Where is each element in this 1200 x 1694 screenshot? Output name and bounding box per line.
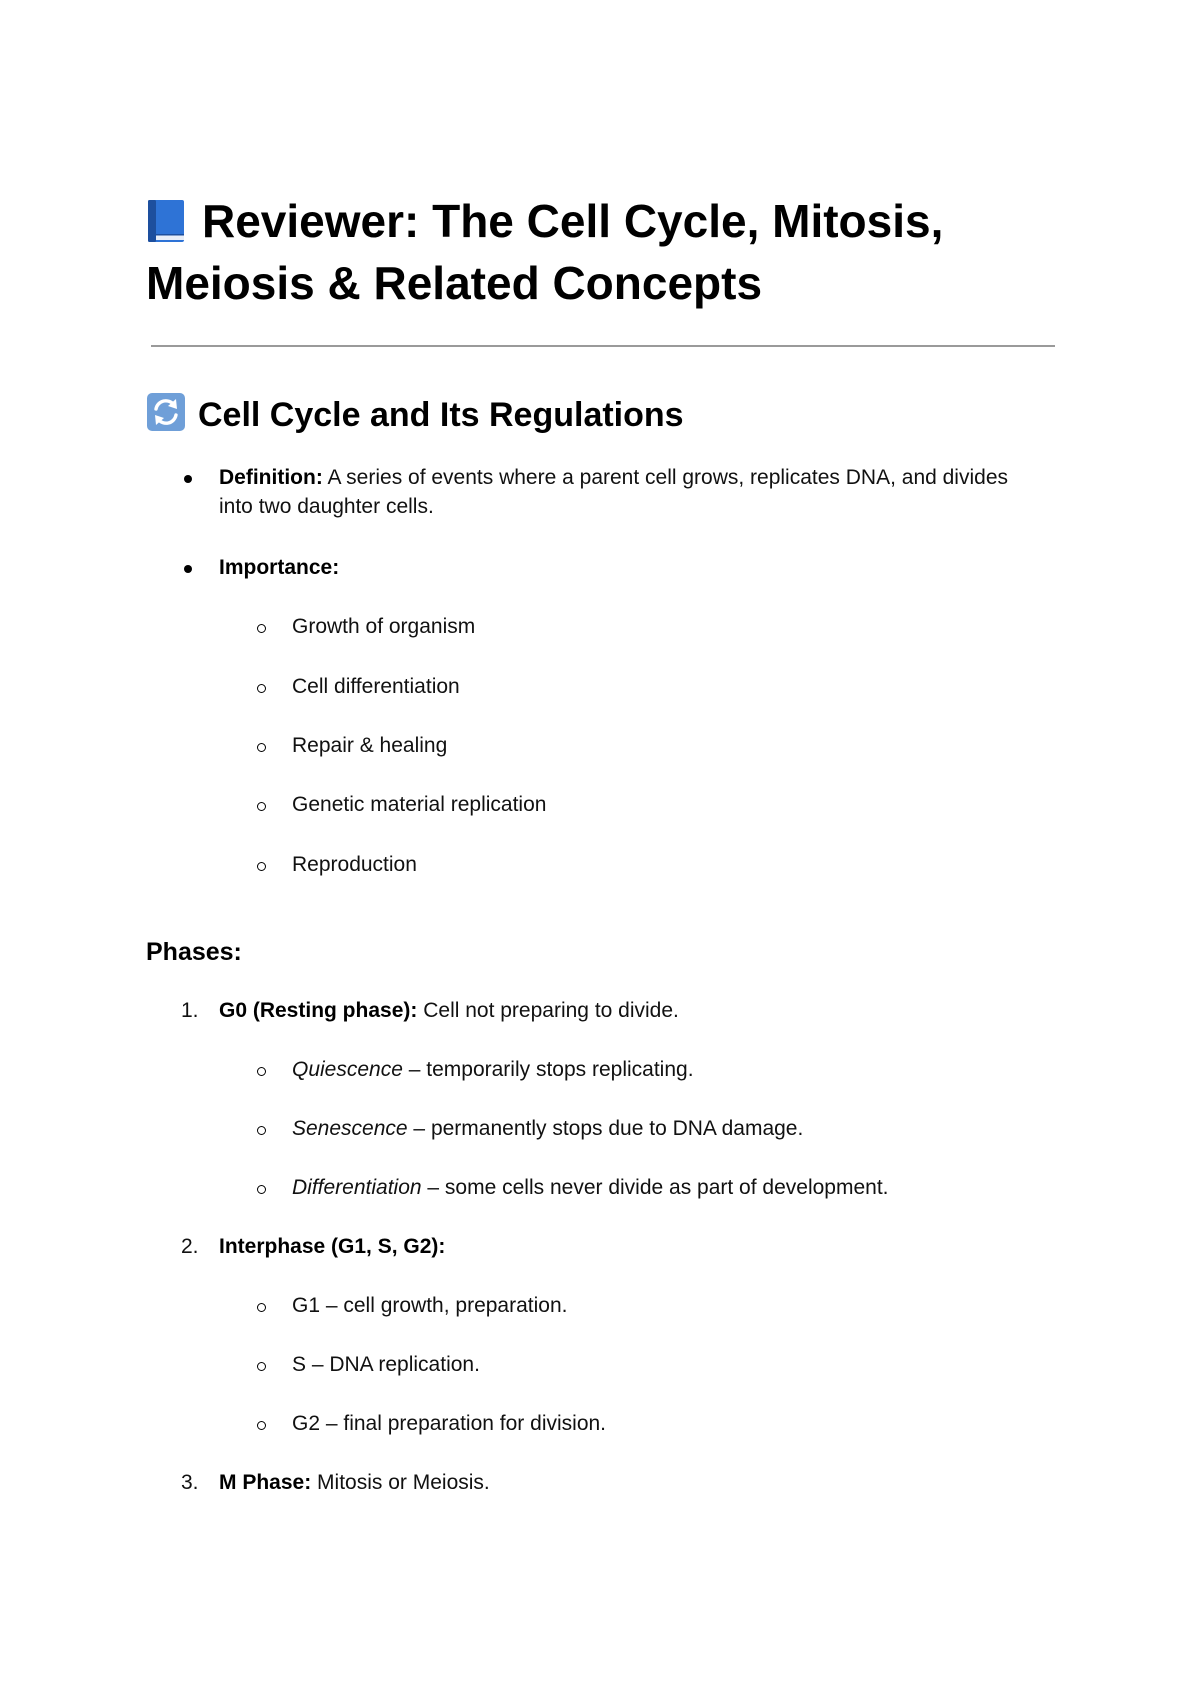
phase-item (219, 1468, 490, 1498)
term-description: – permanently stops due to DNA damage. (407, 1117, 804, 1140)
bullet-circle (257, 743, 266, 752)
phase-text: Cell not preparing to divide. (423, 999, 679, 1022)
list-item: G2 – final preparation for division. (292, 1412, 607, 1435)
bullet-circle (257, 862, 266, 871)
list-item: G1 – cell growth, preparation. (292, 1294, 568, 1317)
bullet-circle (257, 1362, 266, 1371)
title-text-line-2: Meiosis & Related Concepts (146, 257, 763, 309)
term: Senescence (292, 1117, 408, 1140)
bullet-circle (257, 624, 266, 633)
term: Differentiation (292, 1176, 422, 1199)
definition-item (219, 463, 1008, 493)
counterclockwise-arrows-icon (146, 392, 186, 432)
bullet-circle (257, 1067, 266, 1076)
phase-text: Mitosis or Meiosis. (317, 1471, 490, 1494)
importance-label: Importance: (219, 556, 340, 579)
phases-heading: Phases: (146, 938, 242, 966)
bullet-circle (257, 1421, 266, 1430)
list-item: Growth of organism (292, 615, 476, 638)
phase-item (219, 1232, 445, 1262)
list-item: Repair & healing (292, 734, 448, 757)
bullet-circle (257, 1303, 266, 1312)
list-item (292, 1114, 803, 1144)
term: Quiescence (292, 1058, 403, 1081)
bullet-disc (184, 475, 192, 483)
bullet-circle (257, 802, 266, 811)
list-number: 2. (181, 1235, 199, 1258)
list-item (292, 1055, 694, 1085)
term-description: – temporarily stops replicating. (402, 1058, 694, 1081)
definition-label: Definition: (219, 466, 323, 489)
list-item (292, 1173, 889, 1203)
phase-label: G0 (Resting phase): (219, 999, 418, 1022)
phase-label: Interphase (G1, S, G2): (219, 1235, 446, 1258)
importance-item (219, 553, 339, 583)
title-text-line-1: Reviewer: The Cell Cycle, Mitosis, (202, 195, 944, 247)
list-item: Cell differentiation (292, 675, 460, 698)
bullet-circle (257, 684, 266, 693)
list-number: 1. (181, 999, 199, 1022)
definition-text-line-1: A series of events where a parent cell grows, replicates DNA, and divides (327, 466, 1009, 489)
term-description: – some cells never divide as part of development. (421, 1176, 889, 1199)
list-item: Reproduction (292, 853, 417, 876)
list-item: S – DNA replication. (292, 1353, 480, 1376)
title-line-1 (146, 190, 1086, 252)
bullet-disc (184, 565, 192, 573)
section-heading (146, 392, 684, 437)
section-title: Cell Cycle and Its Regulations (198, 396, 684, 434)
phase-item (219, 996, 679, 1026)
bullet-circle (257, 1126, 266, 1135)
horizontal-rule (151, 345, 1055, 347)
list-item: Genetic material replication (292, 793, 547, 816)
definition-text-line-2: into two daughter cells. (219, 495, 434, 518)
document-title (146, 190, 1086, 314)
phase-label: M Phase: (219, 1471, 312, 1494)
bullet-circle (257, 1185, 266, 1194)
list-number: 3. (181, 1471, 199, 1494)
blue-book-icon (146, 199, 186, 243)
